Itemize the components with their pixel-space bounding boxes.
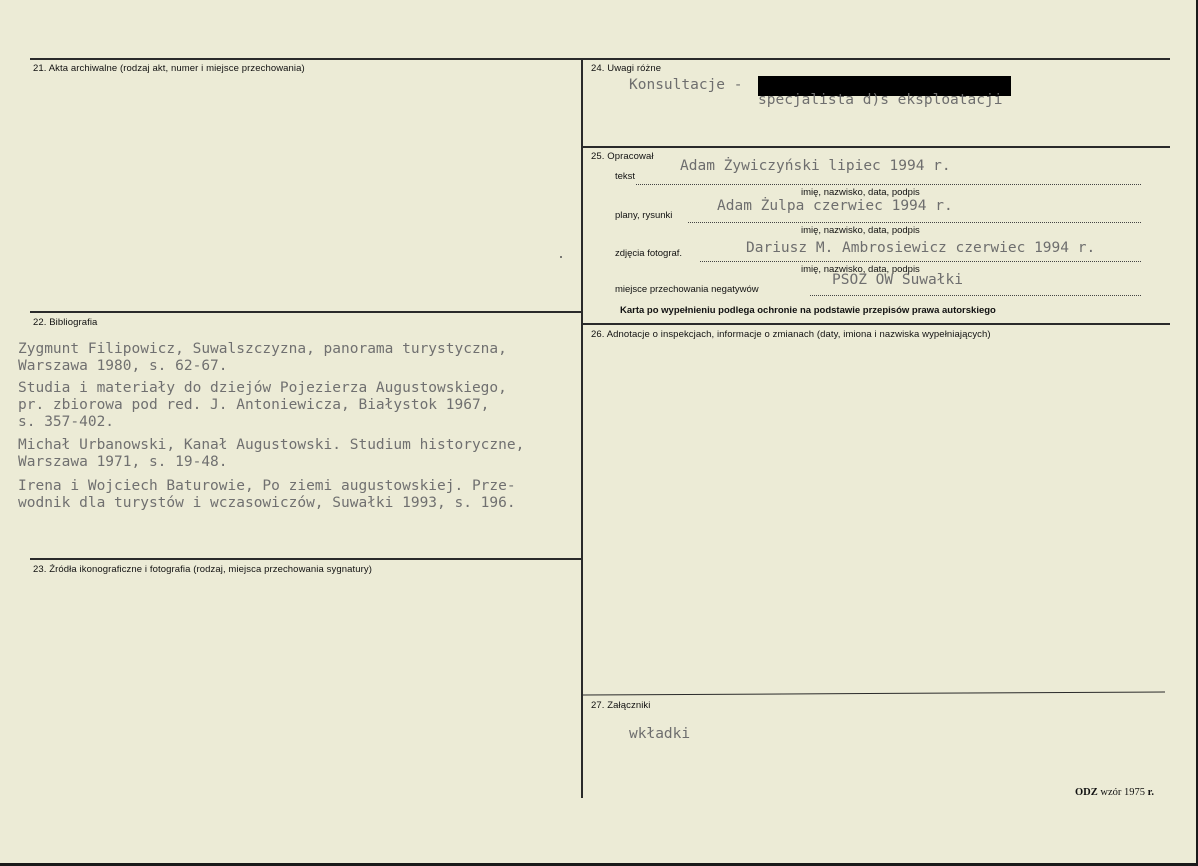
- zdjecia-value: Dariusz M. Ambrosiewicz czerwiec 1994 r.: [746, 240, 1096, 256]
- rule-23-top: [30, 558, 581, 560]
- tekst-label: tekst: [615, 171, 636, 182]
- section-27-label: 27. Załączniki: [591, 700, 651, 711]
- bibliography-entry: Michał Urbanowski, Kanał Augustowski. Studium historyczne, Warszawa 1971, s. 19-48.: [18, 437, 525, 470]
- vertical-divider: [581, 58, 583, 798]
- bibliography-entry: Zygmunt Filipowicz, Suwalszczyzna, panorama turystyczna, Warszawa 1980, s. 62-67.: [18, 341, 507, 374]
- copyright-notice: Karta po wypełnieniu podlega ochronie na podstawie przepisów prawa autorskiego: [620, 305, 996, 316]
- tekst-value: Adam Żywiczyński lipiec 1994 r.: [680, 158, 951, 174]
- tekst-dotted-line: [636, 184, 1141, 185]
- remarks-line-2: specjalista d)s eksploatacji: [758, 92, 1003, 108]
- section-22-label: 22. Bibliografia: [33, 317, 98, 328]
- rule-26-top: [583, 323, 1170, 325]
- speck-dot: [560, 256, 562, 258]
- caption-3: imię, nazwisko, data, podpis: [801, 264, 920, 275]
- negatywy-dotted-line: [810, 295, 1141, 296]
- caption-1: imię, nazwisko, data, podpis: [801, 187, 920, 198]
- negatywy-value: PSOZ OW Suwałki: [832, 272, 963, 288]
- section-24-label: 24. Uwagi różne: [591, 63, 662, 74]
- footer-wzor: wzór 1975: [1100, 787, 1146, 798]
- section-23-label: 23. Źródła ikonograficzne i fotografia (rodzaj, miejsca przechowania sygnatury): [33, 564, 372, 575]
- form-footer: [1075, 787, 1154, 798]
- plany-dotted-line: [688, 222, 1141, 223]
- attachments-value: wkładki: [629, 726, 691, 742]
- section-25-label: 25. Opracował: [591, 151, 654, 162]
- footer-r: r.: [1147, 787, 1154, 798]
- remarks-line-1: Konsultacje -: [629, 77, 743, 93]
- bibliography-entry: Studia i materiały do dziejów Pojezierza Augustowskiego, pr. zbiorowa pod red. J. Antoniewicza, Białystok 1967, s. 357-402.: [18, 380, 507, 430]
- zdjecia-dotted-line: [700, 261, 1141, 262]
- section-21-label: 21. Akta archiwalne (rodzaj akt, numer i miejsce przechowania): [33, 63, 305, 74]
- rule-27-top: [583, 691, 1165, 695]
- section-26-label: 26. Adnotacje o inspekcjach, informacje o zmianach (daty, imiona i nazwiska wypełniających): [591, 329, 991, 340]
- rule-25-top: [583, 146, 1170, 148]
- rule-22-top: [30, 311, 581, 313]
- footer-odz: ODZ: [1075, 787, 1098, 798]
- plany-label: plany, rysunki: [615, 210, 673, 221]
- top-rule: [30, 58, 1170, 60]
- zdjecia-label: zdjęcia fotograf.: [615, 248, 683, 259]
- bibliography-entry: Irena i Wojciech Baturowie, Po ziemi augustowskiej. Prze- wodnik dla turystów i wczasowiczów, Suwałki 1993, s. 196.: [18, 478, 516, 511]
- caption-2: imię, nazwisko, data, podpis: [801, 225, 920, 236]
- plany-value: Adam Żulpa czerwiec 1994 r.: [717, 198, 953, 214]
- negatywy-label: miejsce przechowania negatywów: [615, 284, 759, 295]
